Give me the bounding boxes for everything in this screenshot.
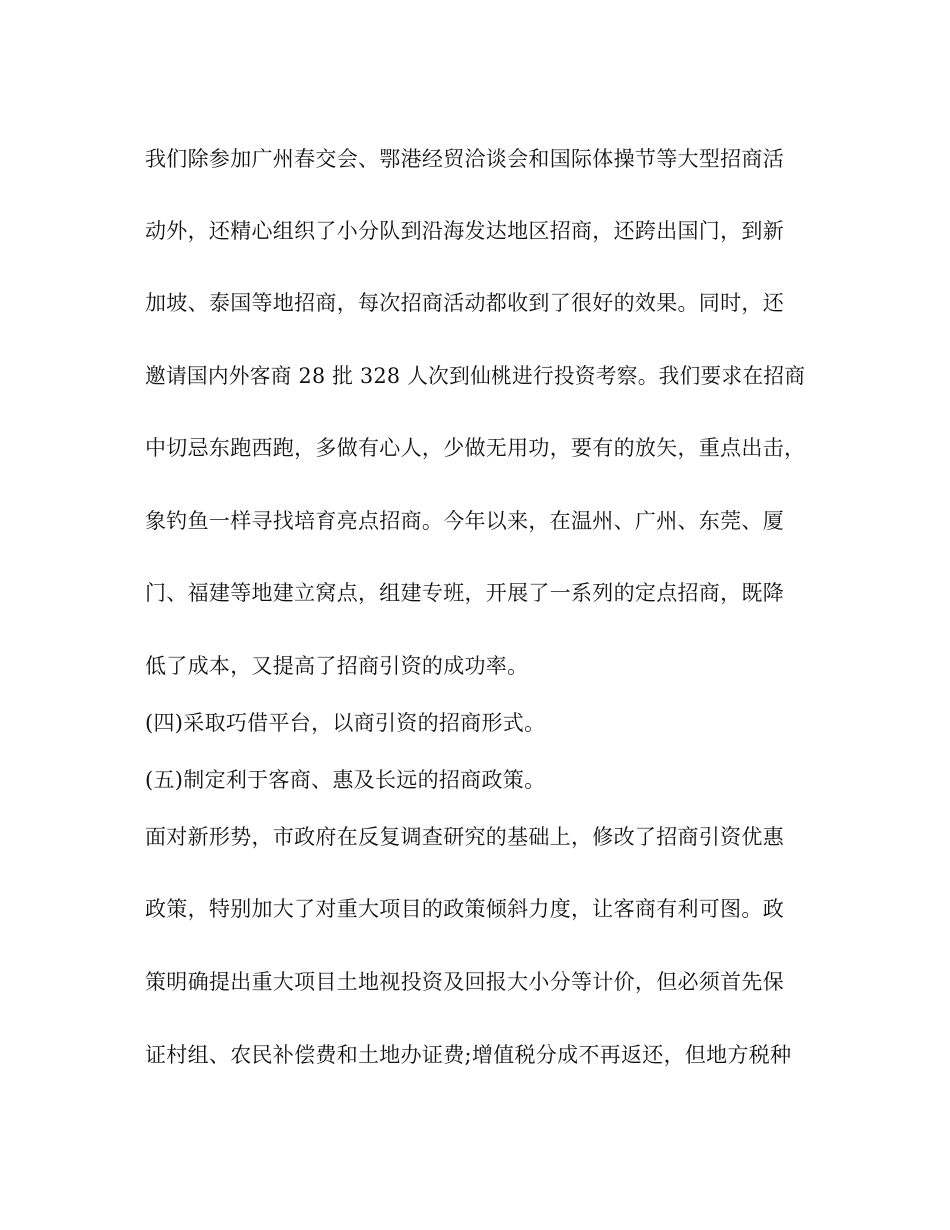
paragraph-line: 我们除参加广州春交会、鄂港经贸洽谈会和国际体操节等大型招商活 — [145, 147, 784, 171]
paragraph-line: 证村组、农民补偿费和土地办证费;增值税分成不再返还，但地方税种 — [145, 1043, 792, 1067]
paragraph-line: 策明确提出重大项目土地视投资及回报大小分等计价，但必须首先保 — [145, 970, 784, 994]
paragraph-line: 面对新形势，市政府在反复调查研究的基础上，修改了招商引资优惠 — [145, 825, 784, 849]
paragraph-line: 政策，特别加大了对重大项目的政策倾斜力度，让客商有利可图。政 — [145, 897, 784, 921]
section-heading-4: (四)采取巧借平台，以商引资的招商形式。 — [145, 711, 546, 735]
paragraph-line: 邀请国内外客商 28 批 328 人次到仙桃进行投资考察。我们要求在招商 — [145, 364, 806, 388]
section-heading-5: (五)制定利于客商、惠及长远的招商政策。 — [145, 768, 546, 792]
paragraph-line: 中切忌东跑西跑，多做有心人，少做无用功，要有的放矢，重点出击， — [145, 436, 806, 460]
paragraph-line: 象钓鱼一样寻找培育亮点招商。今年以来，在温州、广州、东莞、厦 — [145, 509, 784, 533]
paragraph-line: 加坡、泰国等地招商，每次招商活动都收到了很好的效果。同时，还 — [145, 291, 784, 315]
paragraph-line: 门、福建等地建立窝点，组建专班，开展了一系列的定点招商，既降 — [145, 581, 784, 605]
paragraph-line: 动外，还精心组织了小分队到沿海发达地区招商，还跨出国门，到新 — [145, 219, 784, 243]
paragraph-line: 低了成本，又提高了招商引资的成功率。 — [145, 654, 529, 678]
